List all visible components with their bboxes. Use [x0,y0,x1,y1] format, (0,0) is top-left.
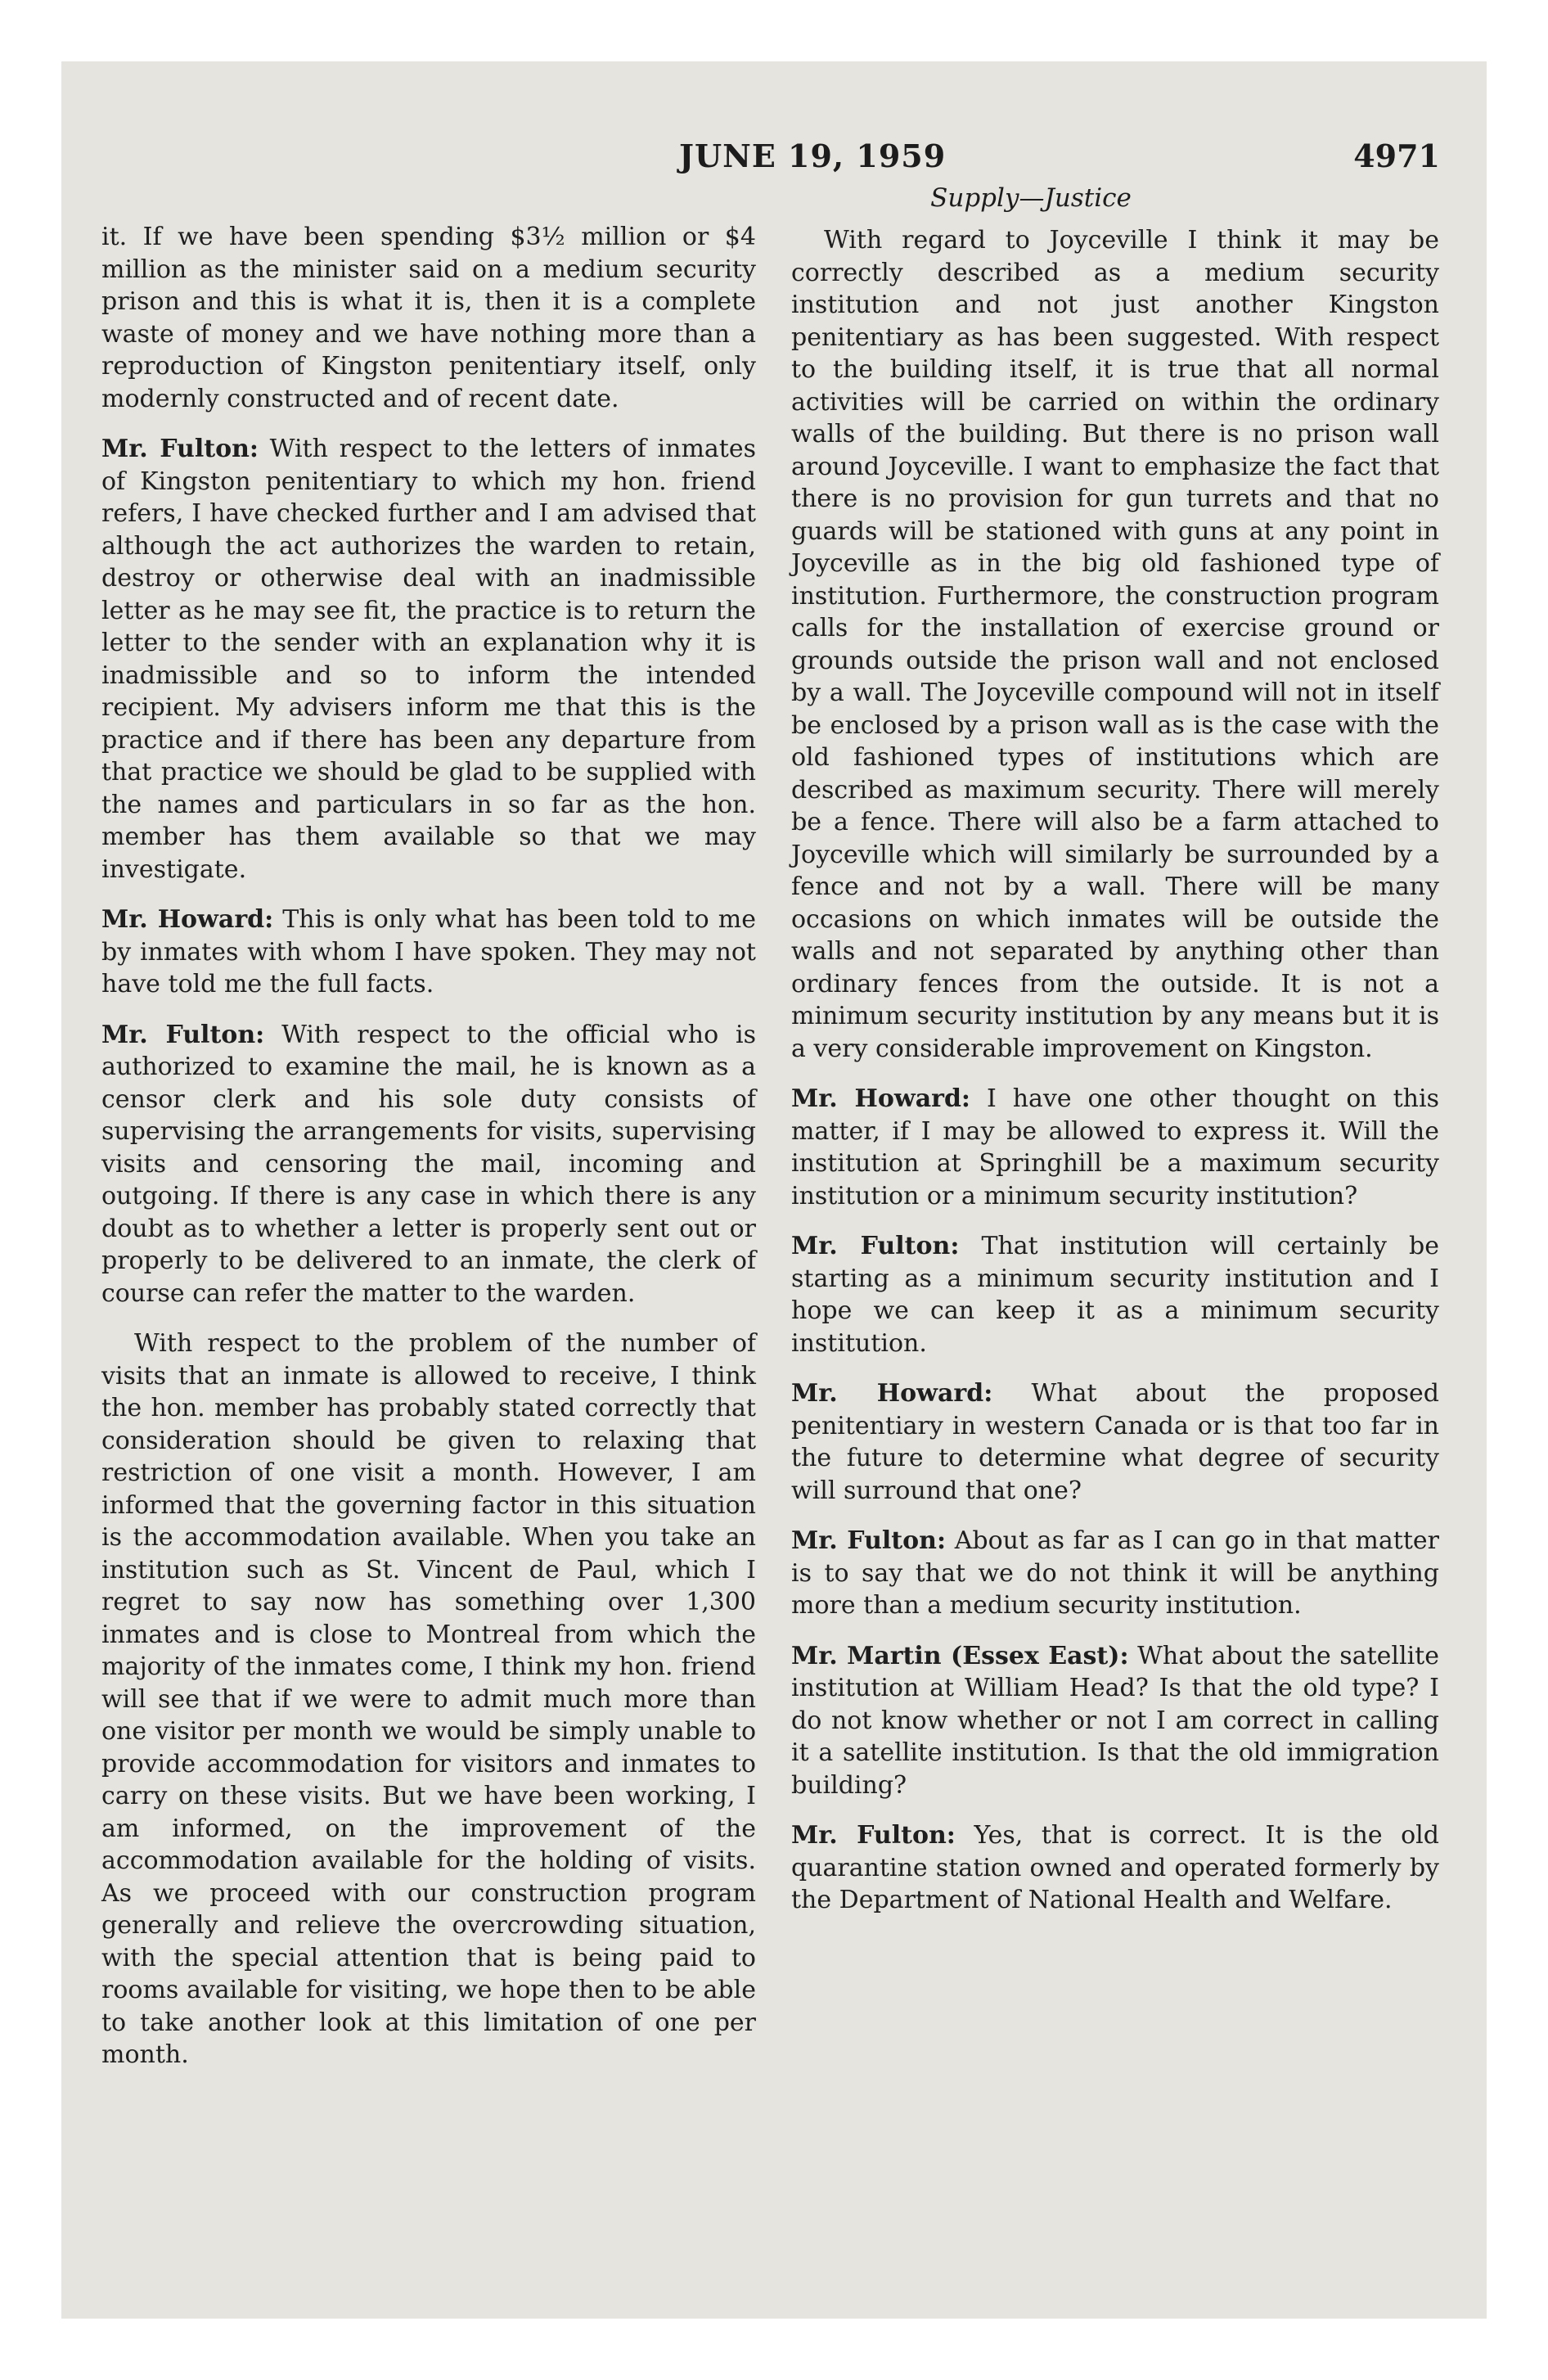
speaker-name: Mr. Howard: [791,1379,993,1408]
paragraph [791,1230,1439,1359]
paragraph-text: What about the proposed penitentiary in western Canada or is that too far in the future to determine what degree of security will surround that one? [791,1379,1440,1505]
speaker-name: Mr. Howard: [101,905,274,934]
paragraph [791,1819,1439,1917]
page-number: 4971 [1353,137,1440,174]
paragraph-text: it. If we have been spending $3½ million or $4 million as the minister said on a medium security prison and this is what it is, then it is a complete waste of money and we have nothing more than a reproduction of Kingston penitentiary itself, only modernly constructed and of recent date. [101,223,756,413]
paragraph [101,221,756,415]
page-header [106,137,1440,187]
right-column [791,224,1439,1935]
left-column [101,221,756,2089]
paragraph-text: I have one other thought on this matter, if I may be allowed to express it. Will the institution at Springhill be a maximum security institution or a minimum security institution? [791,1084,1439,1210]
speaker-name: Mr. Fulton: [101,435,259,463]
paragraph-text: What about the satellite institution at William Head? Is that the old type? I do not know whether or not I am correct in calling it a satellite institution. Is that the old immigration building? [791,1641,1439,1800]
speaker-name: Mr. Martin (Essex East): [791,1641,1129,1670]
subject-heading: Supply—Justice [930,183,1132,213]
paragraph-text: About as far as I can go in that matter is to say that we do not think it will be anything more than a medium security institution. [791,1526,1439,1620]
paragraph [101,904,756,1001]
paragraph-text: With regard to Joyceville I think it may be correctly described as a medium security institution and not just another Kingston penitentiary as has been suggested. With respect to the building itself, it is true that all normal activities will be carried on within the ordinary walls of the building. But there is no prison wall around Joyceville. I want to emphasize the fact that there is no provision for gun turrets and that no guards will be stationed with guns at any point in Joyceville as in the big old fashioned type of institution. Furthermore, the construction program calls for the installation of exercise ground or grounds outside the prison wall and not enclosed by a wall. The Joyceville compound will not in itself be enclosed by a prison wall as is the case with the old fashioned types of institutions which are described as maximum security. There will merely be a fence. There will also be a farm attached to Joyceville which will similarly be surrounded by a fence and not by a wall. There will be many occasions on which inmates will be outside the walls and not separated by anything other than ordinary fences from the outside. It is not a minimum security institution by any means but it is a very considerable improvement on Kingston. [791,226,1439,1063]
paragraph [791,1083,1439,1212]
speaker-name: Mr. Fulton: [101,1020,265,1049]
speaker-name: Mr. Fulton: [791,1526,947,1555]
paragraph-text: Yes, that is correct. It is the old quarantine station owned and operated formerly by the Department of National Health and Welfare. [791,1821,1439,1914]
paragraph [791,1640,1439,1802]
paragraph [791,1525,1439,1622]
paragraph-text: This is only what has been told to me by inmates with whom I have spoken. They may not have told me the full facts. [101,905,756,998]
paragraph-text: With respect to the letters of inmates of Kingston penitentiary to which my hon. friend refers, I have checked further and I am advised that although the act authorizes the warden to retain, destroy or otherwise deal with an inadmissible letter as he may see fit, the practice is to return the letter to the sender with an explanation why it is inadmissible and so to inform the intended recipient. My advisers inform me that this is the practice and if there has been any departure from that practice we should be glad to be supplied with the names and particulars in so far as the hon. member has them available so that we may investigate. [101,435,756,884]
paragraph [791,1377,1439,1507]
speaker-name: Mr. Fulton: [791,1232,960,1260]
paragraph [101,1019,756,1310]
paragraph-text: That institution will certainly be starting as a minimum security institution and I hope we can keep it as a minimum security institution. [791,1232,1439,1358]
paragraph [101,433,756,886]
paragraph-text: With respect to the problem of the number of visits that an inmate is allowed to receive, I think the hon. member has probably stated correctly that consideration should be given to relaxing that restriction of one visit a month. However, I am informed that the governing factor in this situation is the accommodation available. When you take an institution such as St. Vincent de Paul, which I regret to say now has something over 1,300 inmates and is close to Montreal from which the majority of the inmates come, I think my hon. friend will see that if we were to admit much more than one visitor per month we would be simply unable to provide accommodation for visitors and inmates to carry on these visits. But we have been working, I am informed, on the improvement of the accommodation available for the holding of visits. As we proceed with our construction program generally and relieve the overcrowding situation, with the special attention that is being paid to rooms available for visiting, we hope then to be able to take another look at this limitation of one per month. [101,1329,756,2069]
paragraph-text: With respect to the official who is authorized to examine the mail, he is known as a censor clerk and his sole duty consists of supervising the arrangements for visits, supervising visits and censoring the mail, incoming and outgoing. If there is any case in which there is any doubt as to whether a letter is properly sent out or properly to be delivered to an inmate, the clerk of course can refer the matter to the warden. [101,1020,756,1308]
paragraph [101,1327,756,2071]
paragraph [791,224,1439,1065]
speaker-name: Mr. Fulton: [791,1821,956,1850]
speaker-name: Mr. Howard: [791,1084,971,1113]
header-date: JUNE 19, 1959 [679,137,947,174]
